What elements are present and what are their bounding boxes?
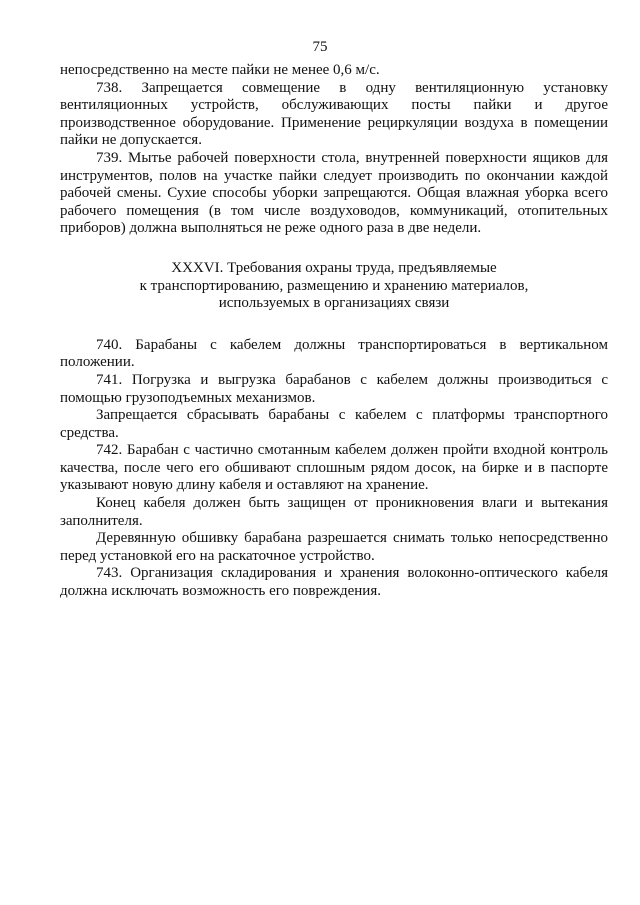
- document-body: [60, 62, 608, 601]
- section-heading-line: используемых в организациях связи: [218, 295, 450, 312]
- paragraph-continuation: непосредственно на месте пайки не менее 0,6 м/с.: [60, 62, 380, 78]
- paragraph-742-cable-end: Конец кабеля должен быть защищен от проникновения влаги и вытекания заполнителя.: [60, 495, 608, 529]
- paragraph-740: 740. Барабаны с кабелем должны транспортироваться в вертикальном положении.: [60, 336, 608, 371]
- page-number: 75: [312, 39, 328, 55]
- paragraph-742-casing: Деревянную обшивку барабана разрешается снимать только непосредственно перед установкой его на раскаточное устройство.: [60, 530, 608, 564]
- section-heading-line: XXXVI. Требования охраны труда, предъявляемые: [171, 259, 497, 276]
- paragraph-742: 742. Барабан с частично смотанным кабелем должен пройти входной контроль качества, после чего его обшивают сплошным рядом досок, на бирке и в паспорте указывают новую длину кабеля и оставляют на хранение.: [60, 442, 608, 494]
- paragraph-738: 738. Запрещается совмещение в одну вентиляционную установку вентиляционных устройств, обслуживающих посты пайки и другое производственное оборудование. Применение рециркуляции воздуха в помещении пайки не допускается.: [60, 79, 608, 149]
- paragraph-739: 739. Мытье рабочей поверхности стола, внутренней поверхности ящиков для инструментов, полов на участке пайки следует производить по окончании каждой рабочей смены. Сухие способы уборки запрещаются. Общая влажная уборка всего рабочего помещения (в том числе воздуховодов, коммуникаций, отопительных приборов) должна выполняться не реже одного раза в две недели.: [60, 149, 608, 237]
- paragraph-743: 743. Организация складирования и хранения волоконно-оптического кабеля должна исключать возможность его повреждения.: [60, 565, 608, 600]
- section-heading: [60, 260, 608, 313]
- paragraph-741: 741. Погрузка и выгрузка барабанов с кабелем должны производиться с помощью грузоподъемных механизмов.: [60, 371, 608, 406]
- section-heading-line: к транспортированию, размещению и хранению материалов,: [139, 277, 529, 294]
- paragraph-741-note: Запрещается сбрасывать барабаны с кабелем с платформы транспортного средства.: [60, 407, 608, 441]
